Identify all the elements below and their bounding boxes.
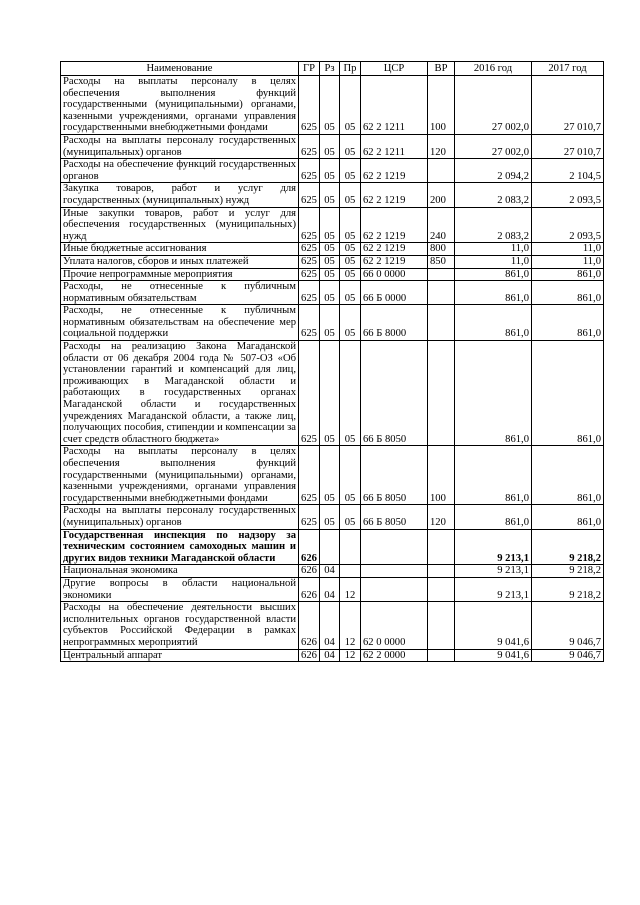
row-2016: 861,0 <box>455 341 532 446</box>
row-pr: 12 <box>340 649 361 662</box>
row-pr: 05 <box>340 183 361 207</box>
table-row <box>61 577 604 601</box>
row-csr <box>361 577 428 601</box>
row-csr: 62 2 1211 <box>361 134 428 158</box>
row-vr <box>428 577 455 601</box>
row-pr: 05 <box>340 268 361 281</box>
row-vr: 200 <box>428 183 455 207</box>
row-gr: 625 <box>299 207 320 243</box>
row-name: Закупка товаров, работ и услуг для государственных (муниципальных) нужд <box>61 183 299 207</box>
row-gr: 626 <box>299 602 320 649</box>
header-name: Наименование <box>61 62 299 76</box>
table-row <box>61 281 604 305</box>
row-pr <box>340 529 361 565</box>
row-rz: 04 <box>320 649 340 662</box>
row-gr: 625 <box>299 305 320 341</box>
row-pr: 05 <box>340 76 361 135</box>
row-name: Национальная экономика <box>61 565 299 578</box>
row-2016: 9 041,6 <box>455 649 532 662</box>
row-2016: 2 083,2 <box>455 183 532 207</box>
row-vr <box>428 649 455 662</box>
row-csr <box>361 529 428 565</box>
row-name: Расходы, не отнесенные к публичным нормативным обязательствам <box>61 281 299 305</box>
row-2016: 9 213,1 <box>455 529 532 565</box>
row-gr: 625 <box>299 341 320 446</box>
row-2017: 27 010,7 <box>532 76 604 135</box>
row-pr: 12 <box>340 602 361 649</box>
table-row <box>61 505 604 529</box>
header-csr: ЦСР <box>361 62 428 76</box>
row-2017: 27 010,7 <box>532 134 604 158</box>
row-gr: 625 <box>299 446 320 505</box>
row-2017: 861,0 <box>532 305 604 341</box>
row-rz: 05 <box>320 268 340 281</box>
row-2017: 9 218,2 <box>532 529 604 565</box>
row-name: Государственная инспекция по надзору за техническим состоянием самоходных машин и других видов техники Магаданской области <box>61 529 299 565</box>
row-csr: 62 2 1211 <box>361 76 428 135</box>
row-pr: 05 <box>340 446 361 505</box>
row-2017: 861,0 <box>532 446 604 505</box>
row-gr: 625 <box>299 243 320 256</box>
row-rz: 05 <box>320 505 340 529</box>
row-2017: 861,0 <box>532 341 604 446</box>
row-rz: 05 <box>320 255 340 268</box>
header-vr: ВР <box>428 62 455 76</box>
table-row <box>61 134 604 158</box>
row-csr: 62 2 1219 <box>361 183 428 207</box>
table-row <box>61 602 604 649</box>
row-rz: 04 <box>320 577 340 601</box>
row-2016: 861,0 <box>455 505 532 529</box>
table-row <box>61 183 604 207</box>
header-rz: Рз <box>320 62 340 76</box>
row-pr: 05 <box>340 255 361 268</box>
row-vr <box>428 268 455 281</box>
row-2016: 9 041,6 <box>455 602 532 649</box>
row-name: Другие вопросы в области национальной экономики <box>61 577 299 601</box>
row-2017: 861,0 <box>532 281 604 305</box>
row-csr <box>361 565 428 578</box>
row-gr: 625 <box>299 505 320 529</box>
row-gr: 626 <box>299 565 320 578</box>
row-vr: 800 <box>428 243 455 256</box>
row-csr: 66 Б 8050 <box>361 505 428 529</box>
row-rz: 04 <box>320 602 340 649</box>
row-csr: 62 2 1219 <box>361 255 428 268</box>
row-2017: 11,0 <box>532 243 604 256</box>
table-header <box>61 62 604 76</box>
row-2017: 11,0 <box>532 255 604 268</box>
row-2016: 11,0 <box>455 243 532 256</box>
row-vr <box>428 602 455 649</box>
row-name: Иные закупки товаров, работ и услуг для обеспечения государственных (муниципальных) нужд <box>61 207 299 243</box>
row-2016: 27 002,0 <box>455 134 532 158</box>
row-gr: 625 <box>299 134 320 158</box>
row-csr: 66 0 0000 <box>361 268 428 281</box>
row-2017: 861,0 <box>532 268 604 281</box>
row-2016: 861,0 <box>455 268 532 281</box>
table-row <box>61 268 604 281</box>
table-body <box>61 76 604 662</box>
row-gr: 625 <box>299 76 320 135</box>
row-2017: 9 218,2 <box>532 565 604 578</box>
row-csr: 66 Б 8000 <box>361 305 428 341</box>
row-name: Расходы на выплаты персоналу в целях обеспечения выполнения функций государственными (муниципальными) органами, казенными учреждениями, органами управления государственными внебюджетными фондами <box>61 76 299 135</box>
row-gr: 626 <box>299 529 320 565</box>
row-rz: 04 <box>320 565 340 578</box>
table-row <box>61 255 604 268</box>
row-vr: 850 <box>428 255 455 268</box>
row-2016: 861,0 <box>455 305 532 341</box>
row-csr: 66 Б 0000 <box>361 281 428 305</box>
row-name: Расходы на выплаты персоналу государственных (муниципальных) органов <box>61 505 299 529</box>
row-pr: 05 <box>340 134 361 158</box>
row-vr: 100 <box>428 446 455 505</box>
row-2017: 861,0 <box>532 505 604 529</box>
row-pr <box>340 565 361 578</box>
row-2016: 861,0 <box>455 446 532 505</box>
table-row <box>61 565 604 578</box>
header-pr: Пр <box>340 62 361 76</box>
row-rz: 05 <box>320 183 340 207</box>
row-2016: 27 002,0 <box>455 76 532 135</box>
row-2017: 9 046,7 <box>532 649 604 662</box>
row-gr: 625 <box>299 268 320 281</box>
row-2016: 9 213,1 <box>455 577 532 601</box>
header-row <box>61 62 604 76</box>
row-vr <box>428 529 455 565</box>
row-gr: 625 <box>299 159 320 183</box>
row-2017: 9 046,7 <box>532 602 604 649</box>
row-pr: 05 <box>340 159 361 183</box>
table-row <box>61 243 604 256</box>
row-rz: 05 <box>320 305 340 341</box>
row-2016: 2 083,2 <box>455 207 532 243</box>
row-2016: 9 213,1 <box>455 565 532 578</box>
row-name: Расходы на выплаты персоналу в целях обеспечения выполнения функций государственными (муниципальными) органами, казенными учреждениями, органами управления государственными внебюджетными фондами <box>61 446 299 505</box>
row-vr <box>428 565 455 578</box>
row-name: Расходы на обеспечение функций государственных органов <box>61 159 299 183</box>
row-pr: 05 <box>340 281 361 305</box>
row-rz: 05 <box>320 76 340 135</box>
row-gr: 625 <box>299 183 320 207</box>
row-vr: 100 <box>428 76 455 135</box>
row-2017: 2 093,5 <box>532 207 604 243</box>
header-gr: ГР <box>299 62 320 76</box>
table-row <box>61 446 604 505</box>
row-name: Расходы на обеспечение деятельности высших исполнительных органов государственной власти субъектов Российской Федерации в рамках непрограммных мероприятий <box>61 602 299 649</box>
row-csr: 62 2 1219 <box>361 159 428 183</box>
row-rz <box>320 529 340 565</box>
table-row <box>61 649 604 662</box>
header-2017: 2017 год <box>532 62 604 76</box>
row-vr <box>428 341 455 446</box>
row-rz: 05 <box>320 207 340 243</box>
row-rz: 05 <box>320 243 340 256</box>
row-name: Иные бюджетные ассигнования <box>61 243 299 256</box>
row-2017: 2 104,5 <box>532 159 604 183</box>
row-vr <box>428 159 455 183</box>
table-row <box>61 207 604 243</box>
table-row <box>61 305 604 341</box>
table-row <box>61 159 604 183</box>
row-name: Расходы на реализацию Закона Магаданской области от 06 декабря 2004 года № 507-ОЗ «Об установлении гарантий и компенсаций для лиц, проживающих в Магаданской области и работающих в государственных органах Магаданской области и государственных учреждениях Магаданской области, а также лиц, получающих пособия, стипендии и компенсации за счет средств областного бюджета» <box>61 341 299 446</box>
row-2016: 11,0 <box>455 255 532 268</box>
row-vr: 240 <box>428 207 455 243</box>
row-gr: 625 <box>299 255 320 268</box>
row-csr: 62 2 0000 <box>361 649 428 662</box>
row-vr: 120 <box>428 505 455 529</box>
row-2016: 2 094,2 <box>455 159 532 183</box>
row-rz: 05 <box>320 159 340 183</box>
row-gr: 626 <box>299 649 320 662</box>
row-csr: 62 0 0000 <box>361 602 428 649</box>
row-gr: 625 <box>299 281 320 305</box>
table-row <box>61 529 604 565</box>
row-pr: 05 <box>340 305 361 341</box>
header-2016: 2016 год <box>455 62 532 76</box>
row-vr <box>428 281 455 305</box>
row-csr: 62 2 1219 <box>361 243 428 256</box>
row-rz: 05 <box>320 281 340 305</box>
row-2017: 9 218,2 <box>532 577 604 601</box>
budget-table <box>60 61 604 662</box>
row-rz: 05 <box>320 134 340 158</box>
row-pr: 12 <box>340 577 361 601</box>
row-gr: 626 <box>299 577 320 601</box>
row-pr: 05 <box>340 243 361 256</box>
row-name: Центральный аппарат <box>61 649 299 662</box>
table-row <box>61 341 604 446</box>
row-name: Расходы на выплаты персоналу государственных (муниципальных) органов <box>61 134 299 158</box>
row-csr: 66 Б 8050 <box>361 446 428 505</box>
row-pr: 05 <box>340 341 361 446</box>
row-rz: 05 <box>320 446 340 505</box>
row-name: Прочие непрограммные мероприятия <box>61 268 299 281</box>
row-rz: 05 <box>320 341 340 446</box>
table-row <box>61 76 604 135</box>
row-2017: 2 093,5 <box>532 183 604 207</box>
row-csr: 66 Б 8050 <box>361 341 428 446</box>
row-name: Уплата налогов, сборов и иных платежей <box>61 255 299 268</box>
row-pr: 05 <box>340 207 361 243</box>
row-vr <box>428 305 455 341</box>
row-vr: 120 <box>428 134 455 158</box>
row-2016: 861,0 <box>455 281 532 305</box>
row-csr: 62 2 1219 <box>361 207 428 243</box>
row-name: Расходы, не отнесенные к публичным нормативным обязательствам на обеспечение мер социальной поддержки <box>61 305 299 341</box>
row-pr: 05 <box>340 505 361 529</box>
